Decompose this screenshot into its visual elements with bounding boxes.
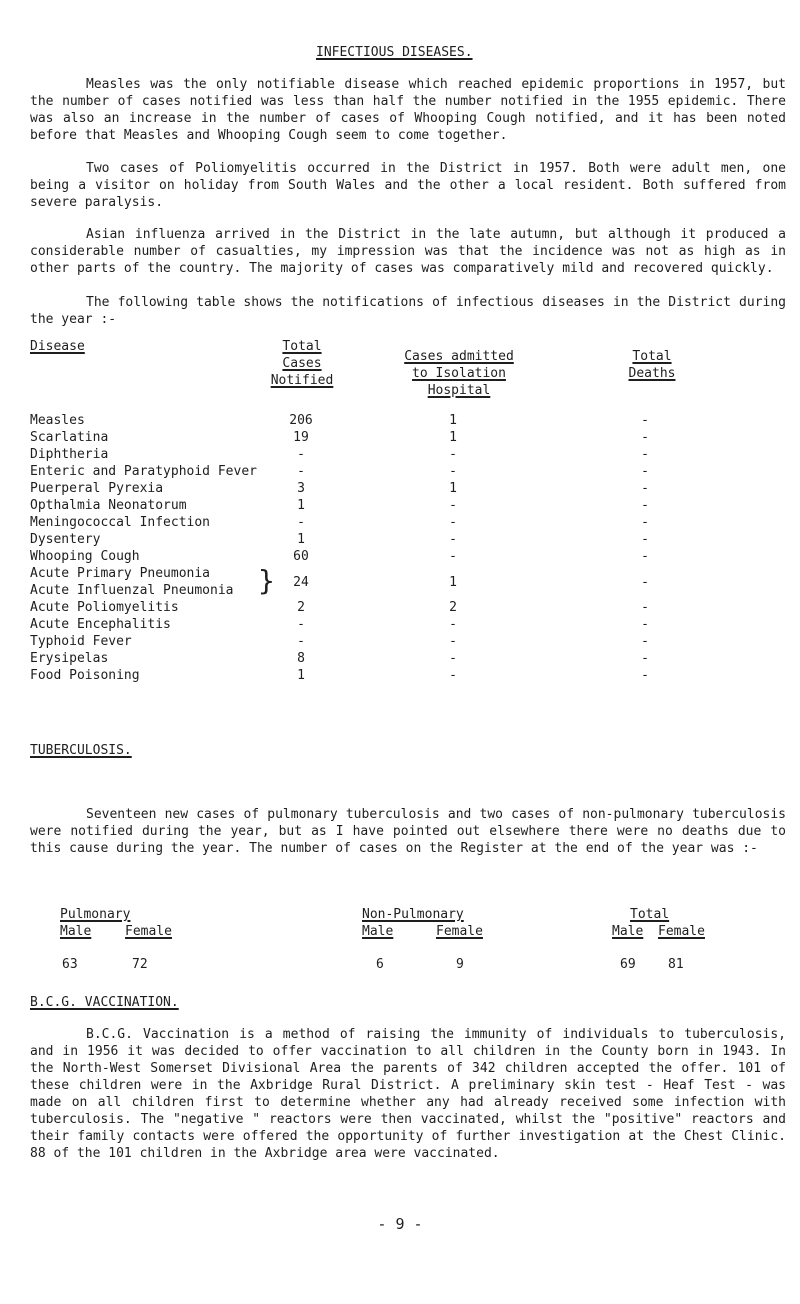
row-label-poliomyelitis: Acute Poliomyelitis — [30, 600, 179, 615]
row-admitted-meningococcal: - — [449, 515, 457, 530]
page-number: - 9 - — [377, 1215, 423, 1233]
row-admitted-opthalmia: - — [449, 498, 457, 513]
row-deaths-meningococcal: - — [641, 515, 649, 530]
row-notified-dysentery: 1 — [297, 532, 305, 547]
row-admitted-erysipelas: - — [449, 651, 457, 666]
row-deaths-typhoid: - — [641, 634, 649, 649]
header-admitted-line2: to Isolation — [412, 366, 506, 381]
bcg-title: B.C.G. VACCINATION. — [30, 995, 179, 1010]
row-admitted-puerperal: 1 — [449, 481, 457, 496]
tb-pulmonary-male-value: 63 — [62, 957, 78, 972]
header-total-deaths — [612, 348, 692, 382]
header-notified-line3: Notified — [270, 373, 334, 388]
header-cases-admitted — [384, 348, 534, 399]
header-deaths-line1: Total — [632, 349, 672, 364]
row-notified-puerperal: 3 — [297, 481, 305, 496]
row-label-measles: Measles — [30, 413, 85, 428]
tb-pulmonary-male-label: Male — [60, 924, 92, 939]
row-admitted-pneumonia: 1 — [449, 575, 457, 590]
bcg-text: B.C.G. Vaccination is a method of raising the immunity of individuals to tuberculosis, and in 1956 it was decided to offer vaccination to all children in the County born in 1943. In the North-West Somerset Divisional Area the parents of 342 children accepted the offer. 101 of these children were in the Axbridge Rural District. A preliminary skin test - Heaf Test - was made on all children first to determine whether any had already received some infection with tuberculosis. The "negative " reactors were then vaccinated, whilst the "positive" reactors and their family contacts were offered the opportunity of further investigation at the Chest Clinic. 88 of the 101 children in the Axbridge area were vaccinated. — [30, 1027, 786, 1161]
row-notified-enteric: - — [297, 464, 305, 479]
row-notified-measles: 206 — [289, 413, 313, 428]
tb-header-total: Total — [630, 907, 670, 922]
row-admitted-poliomyelitis: 2 — [449, 600, 457, 615]
tb-header-pulmonary: Pulmonary — [60, 907, 131, 922]
row-notified-typhoid: - — [297, 634, 305, 649]
row-label-pneumonia-influenzal: Acute Influenzal Pneumonia — [30, 583, 234, 598]
tuberculosis-text: Seventeen new cases of pulmonary tuberculosis and two cases of non-pulmonary tuberculosis were notified during the year, but as I have pointed out elsewhere there were no deaths due to this cause during the year. The number of cases on the Register at the end of the year was :- — [30, 807, 786, 856]
table-intro-paragraph — [30, 294, 786, 328]
tb-non-pulmonary-female-value: 9 — [456, 957, 464, 972]
row-notified-meningococcal: - — [297, 515, 305, 530]
tb-non-pulmonary-male-value: 6 — [376, 957, 384, 972]
row-label-diphtheria: Diphtheria — [30, 447, 109, 462]
header-deaths-line2: Deaths — [628, 366, 676, 381]
row-admitted-enteric: - — [449, 464, 457, 479]
tb-non-pulmonary-female-label: Female — [436, 924, 483, 939]
row-admitted-scarlatina: 1 — [449, 430, 457, 445]
tuberculosis-title: TUBERCULOSIS. — [30, 743, 132, 758]
table-intro-text: The following table shows the notifications of infectious diseases in the District during the year :- — [30, 295, 786, 327]
header-admitted-line1: Cases admitted — [404, 349, 514, 364]
tb-non-pulmonary-male-label: Male — [362, 924, 394, 939]
row-deaths-whooping-cough: - — [641, 549, 649, 564]
row-admitted-whooping-cough: - — [449, 549, 457, 564]
header-disease: Disease — [30, 339, 85, 354]
row-admitted-dysentery: - — [449, 532, 457, 547]
header-notified-line2: Cases — [282, 356, 322, 371]
row-deaths-measles: - — [641, 413, 649, 428]
row-label-scarlatina: Scarlatina — [30, 430, 109, 445]
tb-pulmonary-female-value: 72 — [132, 957, 148, 972]
row-notified-encephalitis: - — [297, 617, 305, 632]
influenza-text: Asian influenza arrived in the District in the late autumn, but although it produced a considerable number of casualties, my impression was that the incidence was not as high as in other parts of the country. The majority of cases was comparatively mild and recovered quickly. — [30, 227, 786, 276]
row-label-pneumonia-primary: Acute Primary Pneumonia — [30, 566, 211, 581]
polio-text: Two cases of Poliomyelitis occurred in the District in 1957. Both were adult men, one being a visitor on holiday from South Wales and the other a local resident. Both suffered from severe paralysis. — [30, 161, 786, 210]
bcg-paragraph — [30, 1026, 786, 1162]
infectious-diseases-title: INFECTIOUS DISEASES. — [316, 45, 473, 60]
row-notified-poliomyelitis: 2 — [297, 600, 305, 615]
row-notified-diphtheria: - — [297, 447, 305, 462]
row-label-opthalmia: Opthalmia Neonatorum — [30, 498, 187, 513]
row-deaths-poliomyelitis: - — [641, 600, 649, 615]
row-admitted-encephalitis: - — [449, 617, 457, 632]
row-deaths-puerperal: - — [641, 481, 649, 496]
row-notified-opthalmia: 1 — [297, 498, 305, 513]
row-deaths-diphtheria: - — [641, 447, 649, 462]
row-admitted-diphtheria: - — [449, 447, 457, 462]
row-notified-whooping-cough: 60 — [293, 549, 309, 564]
row-label-food-poisoning: Food Poisoning — [30, 668, 140, 683]
row-admitted-measles: 1 — [449, 413, 457, 428]
row-label-typhoid: Typhoid Fever — [30, 634, 132, 649]
header-notified-line1: Total — [282, 339, 322, 354]
row-label-whooping-cough: Whooping Cough — [30, 549, 140, 564]
tb-total-female-value: 81 — [668, 957, 684, 972]
row-notified-scarlatina: 19 — [293, 430, 309, 445]
row-admitted-typhoid: - — [449, 634, 457, 649]
influenza-paragraph — [30, 226, 786, 277]
row-admitted-food-poisoning: - — [449, 668, 457, 683]
measles-text: Measles was the only notifiable disease which reached epidemic proportions in 1957, but the number of cases notified was less than half the number notified in the 1955 epidemic. There was also an increase in the number of cases of Whooping Cough notified, and it has been noted before that Measles and Whooping Cough seem to come together. — [30, 77, 786, 143]
row-deaths-food-poisoning: - — [641, 668, 649, 683]
brace-icon: } — [258, 564, 275, 597]
header-total-cases-notified — [262, 338, 342, 389]
measles-paragraph — [30, 76, 786, 144]
row-label-erysipelas: Erysipelas — [30, 651, 109, 666]
row-deaths-scarlatina: - — [641, 430, 649, 445]
row-notified-pneumonia: 24 — [293, 575, 309, 590]
row-label-encephalitis: Acute Encephalitis — [30, 617, 171, 632]
row-label-puerperal: Puerperal Pyrexia — [30, 481, 164, 496]
tb-total-male-value: 69 — [620, 957, 636, 972]
tb-pulmonary-female-label: Female — [125, 924, 172, 939]
tuberculosis-paragraph — [30, 806, 786, 857]
row-label-dysentery: Dysentery — [30, 532, 101, 547]
row-deaths-enteric: - — [641, 464, 649, 479]
tb-header-non-pulmonary: Non-Pulmonary — [362, 907, 464, 922]
row-deaths-erysipelas: - — [641, 651, 649, 666]
row-deaths-pneumonia: - — [641, 575, 649, 590]
row-label-enteric: Enteric and Paratyphoid Fever — [30, 464, 257, 479]
tb-total-female-label: Female — [658, 924, 705, 939]
tb-total-male-label: Male — [612, 924, 644, 939]
row-deaths-encephalitis: - — [641, 617, 649, 632]
row-label-meningococcal: Meningococcal Infection — [30, 515, 211, 530]
row-deaths-dysentery: - — [641, 532, 649, 547]
polio-paragraph — [30, 160, 786, 211]
row-notified-food-poisoning: 1 — [297, 668, 305, 683]
row-notified-erysipelas: 8 — [297, 651, 305, 666]
row-deaths-opthalmia: - — [641, 498, 649, 513]
header-admitted-line3: Hospital — [427, 383, 491, 398]
